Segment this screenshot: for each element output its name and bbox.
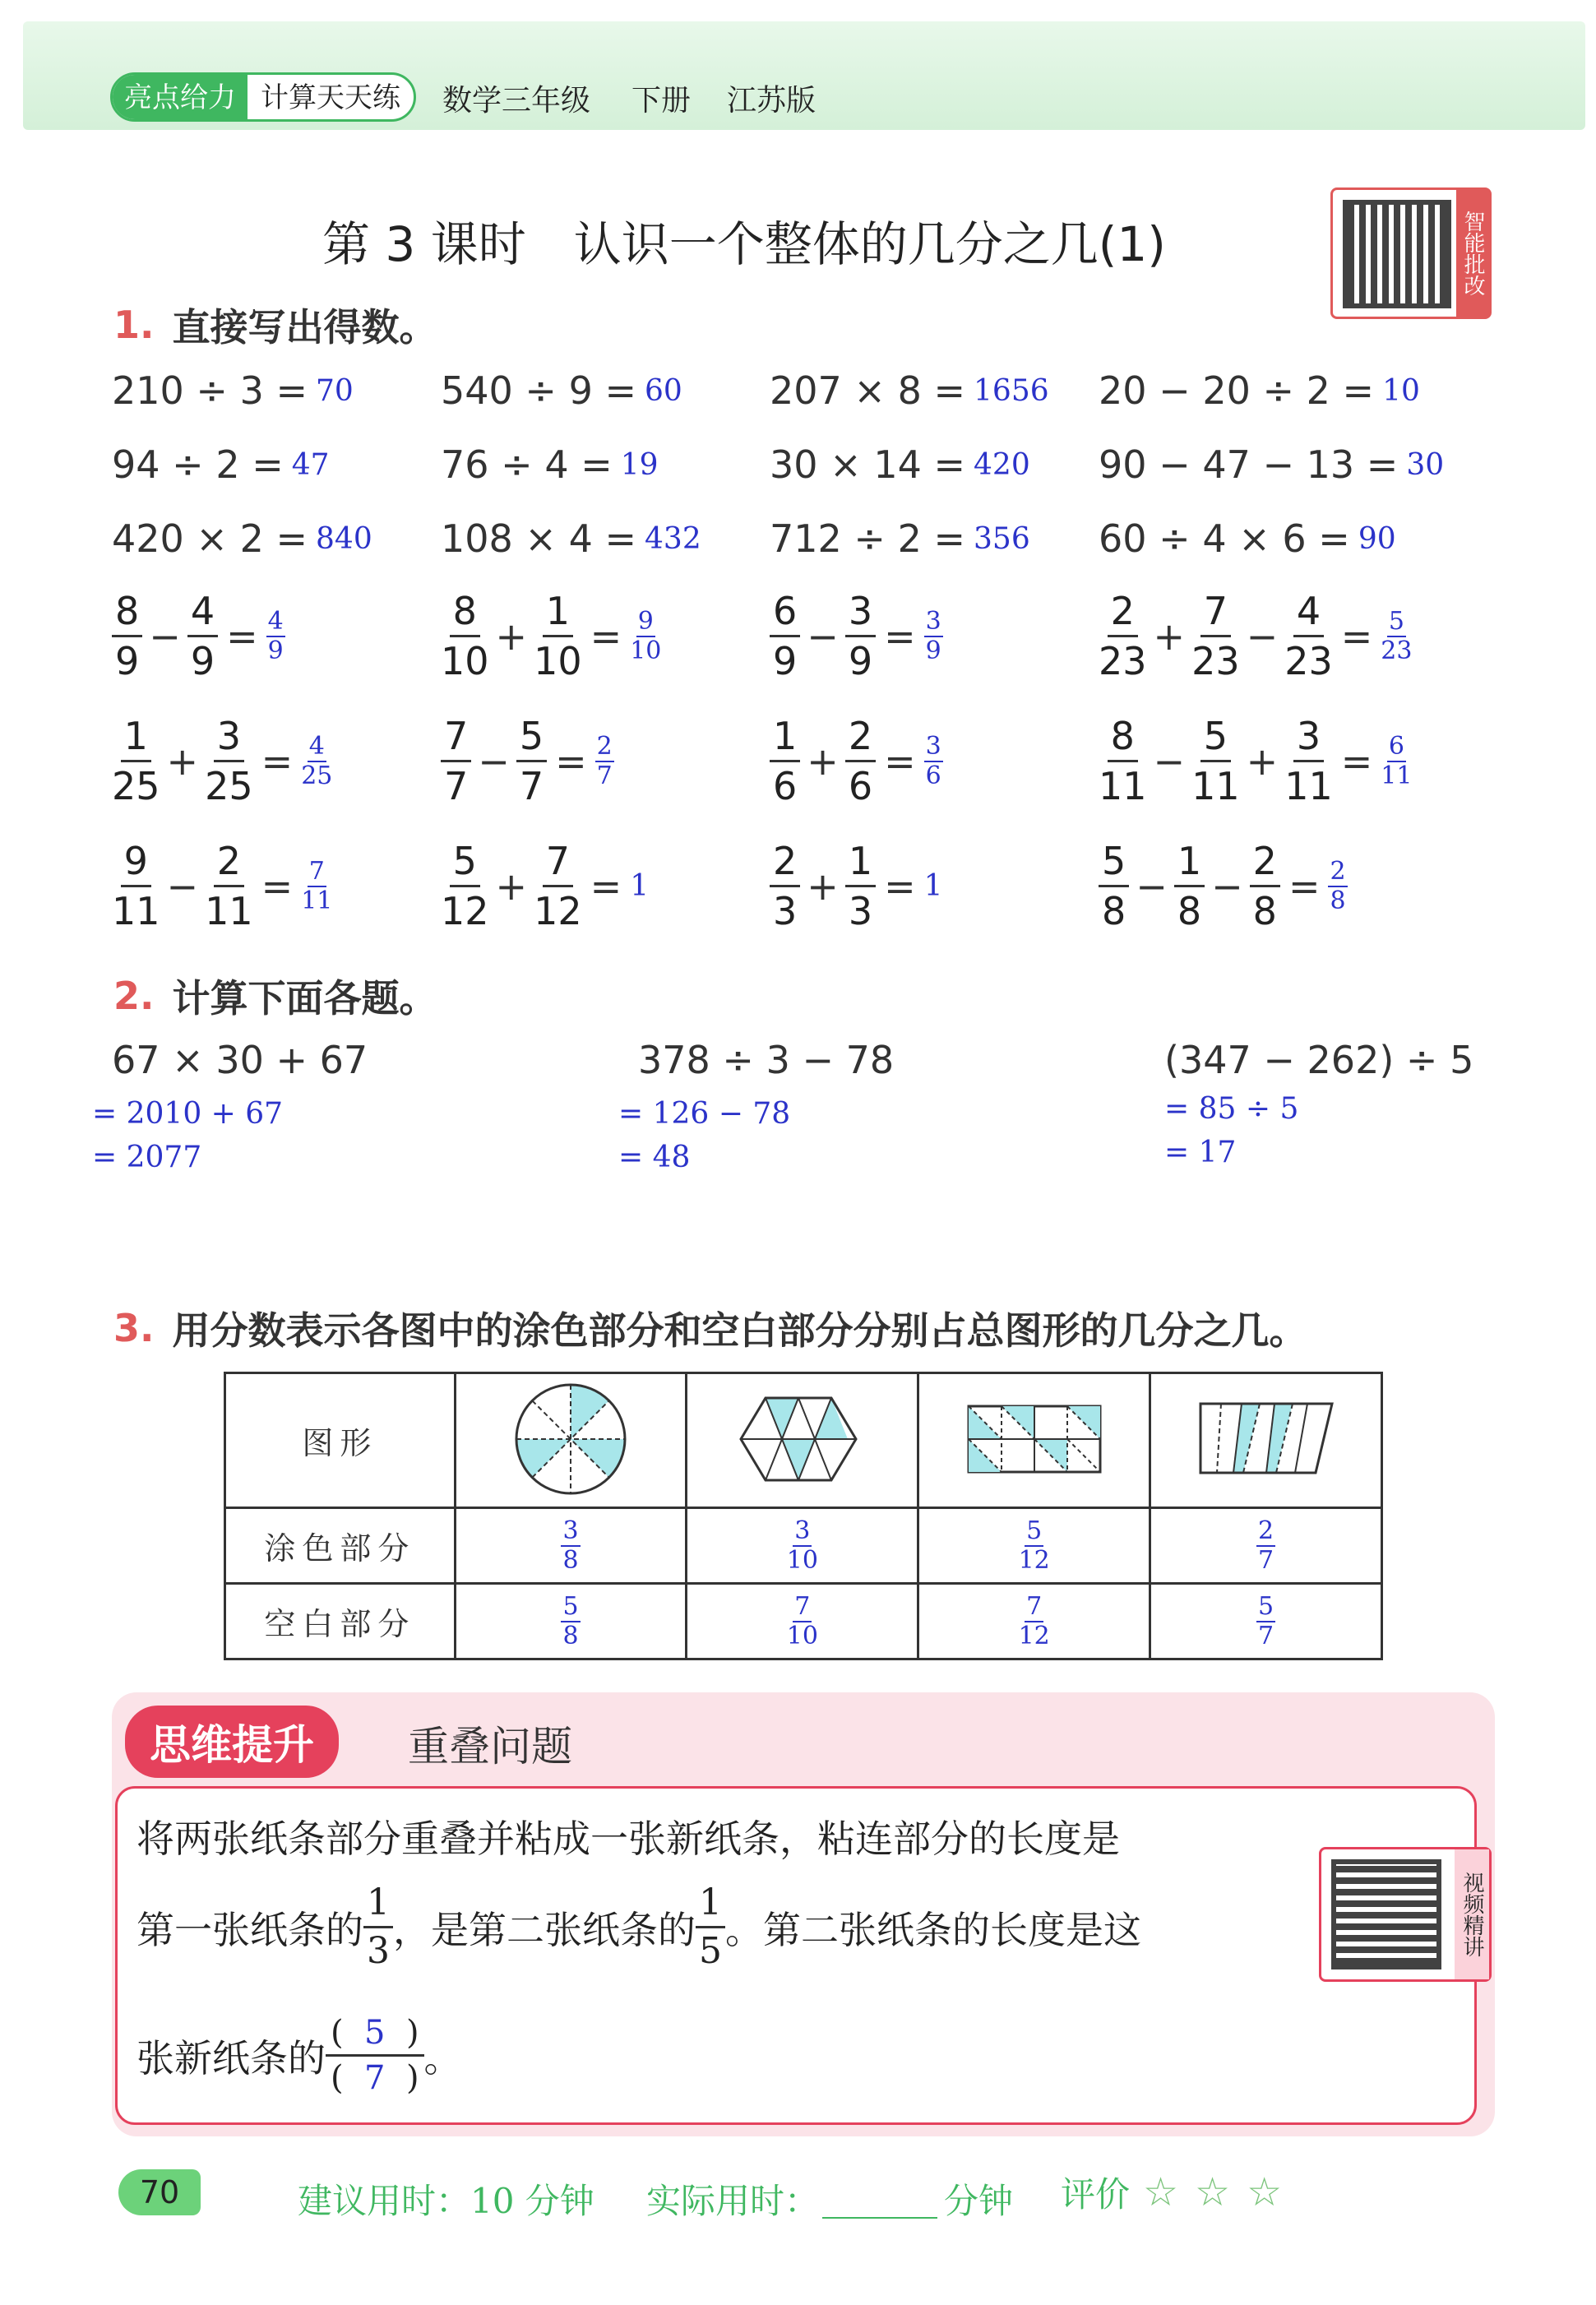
- equals-sign: =: [884, 613, 916, 659]
- denominator: 12: [441, 889, 489, 933]
- calc-answer: 10: [1382, 373, 1420, 408]
- operator: +: [807, 738, 839, 784]
- numerator: 4: [187, 592, 218, 637]
- fraction-term: [1284, 714, 1333, 808]
- header-subject: 数学三年级: [442, 84, 591, 118]
- numerator: 5: [450, 842, 480, 887]
- calc-answer: 90: [1358, 521, 1396, 556]
- qr-code-icon: [1343, 200, 1451, 308]
- section1-title: 直接写出得数。: [172, 305, 437, 349]
- numerator: 3: [1293, 717, 1324, 762]
- denominator: 11: [205, 889, 253, 933]
- denominator: 8: [1330, 886, 1346, 915]
- fraction-answer: [1328, 856, 1347, 915]
- fraction-term: [516, 714, 547, 808]
- fraction-term: [441, 839, 489, 933]
- denominator: 11: [1284, 764, 1333, 808]
- thinking-badge: 思维提升: [125, 1706, 339, 1778]
- calc-question: 90 − 47 − 13 =: [1099, 442, 1399, 487]
- fraction-term: [1099, 839, 1129, 933]
- shaded-fraction: [786, 1516, 818, 1575]
- section2-number: 2.: [113, 974, 155, 1018]
- thinking-topic: 重叠问题: [408, 1723, 572, 1770]
- thinking-line2: [136, 1881, 1141, 1972]
- numerator: 7: [794, 1591, 811, 1621]
- numerator: 9: [121, 842, 151, 887]
- shaded-answer-cell: [455, 1508, 687, 1584]
- calc-question: 712 ÷ 2 =: [770, 516, 966, 561]
- operator: +: [1246, 738, 1279, 784]
- fraction-term: [1284, 589, 1333, 683]
- parallelogram-figure: [1192, 1394, 1340, 1484]
- section2-problem-3: [1164, 1038, 1473, 1169]
- denominator: 23: [1099, 639, 1147, 683]
- fraction-answer: [595, 731, 614, 790]
- fraction-one-fifth: $\frac{1}{5}$: [696, 1885, 725, 1969]
- calc-item: [112, 516, 372, 561]
- calc-item: [1099, 516, 1396, 561]
- numerator: 6: [770, 592, 800, 637]
- numerator: 2: [1250, 842, 1280, 887]
- numerator: 3: [214, 717, 244, 762]
- fraction-answer: [301, 856, 333, 915]
- blank-answer-cell: [687, 1584, 918, 1659]
- numerator: 2: [1108, 592, 1138, 637]
- numerator: 2: [1330, 856, 1346, 886]
- calc-item: [441, 516, 701, 561]
- problem-step: = 85 ÷ 5: [1164, 1092, 1299, 1126]
- shaded-fraction: [1018, 1516, 1050, 1575]
- equals-sign: =: [884, 863, 916, 909]
- footer-suggested-time: 建议用时：10 分钟: [298, 2181, 594, 2221]
- denominator: 23: [1381, 636, 1413, 665]
- rating-star-icon[interactable]: ☆: [1143, 2169, 1179, 2215]
- denominator: 6: [773, 764, 798, 808]
- fraction-answer: [924, 731, 943, 790]
- fraction-term: [441, 714, 471, 808]
- fraction-answer: [630, 606, 662, 665]
- answer-numerator: 5: [364, 2014, 386, 2052]
- section1-heading: [113, 298, 437, 352]
- problem-question: 67 × 30 + 67: [112, 1038, 368, 1082]
- thinking-line3: [136, 2014, 462, 2097]
- numerator: 2: [1258, 1516, 1274, 1545]
- denominator: 11: [1191, 764, 1240, 808]
- denominator: 10: [786, 1545, 818, 1575]
- numerator: 7: [1200, 592, 1231, 637]
- calc-answer: 356: [974, 521, 1030, 556]
- footer-actual-unit: 分钟: [944, 2181, 1014, 2221]
- operator: +: [495, 613, 528, 659]
- fraction-term: [845, 589, 876, 683]
- fraction-term: [770, 714, 800, 808]
- fraction-calc-item: [112, 839, 333, 933]
- section3-heading: [113, 1301, 1307, 1355]
- problem-question: 378 ÷ 3 − 78: [638, 1038, 895, 1082]
- figure-cell: [455, 1373, 687, 1508]
- denominator: 7: [1258, 1545, 1274, 1575]
- numerator: 7: [1026, 1591, 1043, 1621]
- figure-cell: [687, 1373, 918, 1508]
- fraction-term: [112, 714, 160, 808]
- fraction-answer: [1381, 731, 1413, 790]
- calc-answer: 70: [316, 373, 354, 408]
- blank-fraction: [561, 1591, 580, 1650]
- row-label-shaded: 涂色部分: [264, 1530, 416, 1567]
- operator: −: [1136, 863, 1168, 909]
- calc-question: 207 × 8 =: [770, 368, 966, 413]
- shaded-answer-cell: [687, 1508, 918, 1584]
- calc-question: 108 × 4 =: [441, 516, 637, 561]
- page-title: 第 3 课时 认识一个整体的几分之几(1): [322, 216, 1166, 272]
- operator: −: [1153, 738, 1186, 784]
- row-label-figure: 图形: [302, 1425, 378, 1461]
- problem-step: = 2077: [92, 1141, 202, 1174]
- operator: −: [1211, 863, 1243, 909]
- section2-heading: [113, 969, 437, 1023]
- denominator: 12: [1018, 1621, 1050, 1650]
- numerator: 3: [794, 1516, 811, 1545]
- fraction-term: [112, 589, 142, 683]
- denominator: 10: [786, 1621, 818, 1650]
- fraction-term: [534, 839, 582, 933]
- fraction-calc-item: [441, 589, 662, 683]
- calc-item: [770, 442, 1030, 487]
- denominator: 11: [1099, 764, 1147, 808]
- fraction-term: [845, 714, 876, 808]
- denominator: 9: [115, 639, 140, 683]
- section1-number: 1.: [113, 303, 155, 347]
- fraction-term: [770, 839, 800, 933]
- shaded-answer-cell: [918, 1508, 1150, 1584]
- calc-item: [112, 442, 330, 487]
- fraction-term: [534, 589, 582, 683]
- header-badge-right: 计算天天练: [261, 81, 400, 114]
- denominator: 23: [1191, 639, 1240, 683]
- equals-sign: =: [1340, 613, 1373, 659]
- denominator: 23: [1284, 639, 1333, 683]
- numerator: 8: [1108, 717, 1138, 762]
- equals-sign: =: [590, 863, 622, 909]
- calc-item: [112, 368, 354, 413]
- denominator: 12: [534, 889, 582, 933]
- problem-question: (347 − 262) ÷ 5: [1164, 1038, 1474, 1082]
- calc-answer: 840: [316, 521, 372, 556]
- blank-fraction: [1018, 1591, 1050, 1650]
- footer-actual-time: 实际用时：: [646, 2181, 820, 2221]
- denominator: 10: [534, 639, 582, 683]
- fraction-term: [1191, 714, 1240, 808]
- numerator: 1: [845, 842, 876, 887]
- problem-step: = 48: [618, 1141, 691, 1174]
- calc-answer: 47: [291, 447, 330, 482]
- problem-step: = 126 − 78: [618, 1097, 791, 1131]
- fraction-term: [1099, 589, 1147, 683]
- denominator: 9: [773, 639, 798, 683]
- numerator: 5: [1200, 717, 1231, 762]
- equals-sign: =: [555, 738, 587, 784]
- qr-code-top[interactable]: [1330, 187, 1492, 319]
- calc-answer: 60: [645, 373, 682, 408]
- numerator: 5: [1026, 1516, 1043, 1545]
- equals-sign: =: [226, 613, 258, 659]
- operator: −: [478, 738, 510, 784]
- fraction-calc-item: [112, 714, 333, 808]
- denominator: 25: [301, 761, 333, 790]
- numerator: 1: [543, 592, 573, 637]
- line3-part-a: 张新纸条的: [136, 2035, 326, 2081]
- rectangle-grid-figure: [960, 1398, 1108, 1480]
- header-badge: [110, 72, 416, 122]
- calc-question: 20 − 20 ÷ 2 =: [1099, 368, 1375, 413]
- section2-problem-1: [92, 1038, 368, 1174]
- hexagon-triangles-figure: [733, 1390, 872, 1488]
- operator: −: [149, 613, 181, 659]
- numerator: 8: [450, 592, 480, 637]
- blank-answer-cell: [455, 1584, 687, 1659]
- fraction-term: [205, 714, 253, 808]
- calc-question: 210 ÷ 3 =: [112, 368, 308, 413]
- fraction-term: [1250, 839, 1280, 933]
- denominator: 9: [190, 639, 215, 683]
- numerator: 7: [308, 856, 325, 886]
- line3-end: 。: [423, 2035, 462, 2081]
- shaded-fraction: [561, 1516, 580, 1575]
- fraction-term: [770, 589, 800, 683]
- denominator: 10: [441, 639, 489, 683]
- fraction-calc-item: [1099, 839, 1348, 933]
- denominator: 7: [596, 761, 613, 790]
- numerator: 1: [121, 717, 151, 762]
- shaded-answer-cell: [1150, 1508, 1382, 1584]
- fraction-term: [441, 589, 489, 683]
- header-badge-left: 亮点给力: [113, 75, 247, 119]
- equals-sign: =: [261, 738, 294, 784]
- denominator: 9: [925, 636, 941, 665]
- numerator: 2: [770, 842, 800, 887]
- denominator: 8: [1102, 889, 1126, 933]
- fraction-answer: [266, 606, 285, 665]
- numerator: 3: [562, 1516, 579, 1545]
- denominator: 8: [562, 1621, 579, 1650]
- header-edition: 江苏版: [727, 84, 817, 118]
- numerator: 7: [441, 717, 471, 762]
- numerator: 3: [925, 731, 941, 761]
- calc-question: 420 × 2 =: [112, 516, 308, 561]
- fraction-term: [112, 839, 160, 933]
- denominator: 8: [562, 1545, 579, 1575]
- blank-fraction: [1256, 1591, 1275, 1650]
- calc-item: [770, 368, 1049, 413]
- actual-time-input[interactable]: [822, 2217, 937, 2219]
- answer-denominator: 7: [364, 2059, 386, 2097]
- rating-star-icon[interactable]: ☆: [1247, 2169, 1283, 2215]
- denominator: 8: [1177, 889, 1202, 933]
- section2-title: 计算下面各题。: [172, 976, 437, 1021]
- denominator: 12: [1018, 1545, 1050, 1575]
- fraction-term: [187, 589, 218, 683]
- footer-rating: [1061, 2168, 1282, 2217]
- problem-step: = 17: [1164, 1136, 1237, 1169]
- fraction-term: [1191, 589, 1240, 683]
- fraction-answer: [924, 606, 943, 665]
- blank-fraction: [786, 1591, 818, 1650]
- denominator: 9: [848, 639, 873, 683]
- denominator: 6: [848, 764, 873, 808]
- denominator: 7: [444, 764, 469, 808]
- rating-label: 评价: [1061, 2174, 1131, 2215]
- numerator: 1: [1174, 842, 1205, 887]
- calc-item: [441, 368, 682, 413]
- calc-item: [1099, 368, 1420, 413]
- rating-star-icon[interactable]: ☆: [1195, 2169, 1231, 2215]
- calc-item: [441, 442, 659, 487]
- calc-question: 94 ÷ 2 =: [112, 442, 284, 487]
- fraction-answer: 1: [923, 869, 943, 903]
- fraction-term: [205, 839, 253, 933]
- fraction-figure-table: [224, 1372, 1383, 1660]
- calc-question: 540 ÷ 9 =: [441, 368, 637, 413]
- calc-item: [770, 516, 1030, 561]
- calc-answer: 420: [974, 447, 1030, 482]
- figure-cell: [918, 1373, 1150, 1508]
- operator: +: [1153, 613, 1186, 659]
- denominator: 3: [773, 889, 798, 933]
- equals-sign: =: [1340, 738, 1373, 784]
- numerator: 1: [770, 717, 800, 762]
- circle-figure: [509, 1377, 632, 1501]
- thinking-line1: 将两张纸条部分重叠并粘成一张新纸条，粘连部分的长度是: [136, 1817, 1120, 1861]
- numerator: 3: [845, 592, 876, 637]
- fraction-term: [1174, 839, 1205, 933]
- numerator: 9: [637, 606, 654, 636]
- calc-question: 30 × 14 =: [770, 442, 966, 487]
- fraction-term: [1099, 714, 1147, 808]
- row-label-blank: 空白部分: [264, 1606, 416, 1642]
- numerator: 5: [516, 717, 547, 762]
- equals-sign: =: [590, 613, 622, 659]
- blank-answer-cell: [1150, 1584, 1382, 1659]
- numerator: 5: [1388, 606, 1404, 636]
- line2-part-a: 第一张纸条的: [136, 1907, 363, 1952]
- numerator: 4: [1293, 592, 1324, 637]
- fraction-calc-item: [441, 839, 650, 933]
- denominator: 3: [848, 889, 873, 933]
- qr-code-video[interactable]: [1319, 1847, 1492, 1982]
- calc-item: [1099, 442, 1444, 487]
- equals-sign: =: [261, 863, 294, 909]
- numerator: 7: [543, 842, 573, 887]
- fraction-calc-item: [1099, 714, 1413, 808]
- denominator: 11: [112, 889, 160, 933]
- calc-question: 60 ÷ 4 × 6 =: [1099, 516, 1350, 561]
- fraction-calc-item: [112, 589, 285, 683]
- numerator: 2: [845, 717, 876, 762]
- fraction-answer: [1381, 606, 1413, 665]
- section2-problem-2: [618, 1038, 895, 1174]
- calc-answer: 1656: [974, 373, 1049, 408]
- fraction-calc-item: [1099, 589, 1413, 683]
- denominator: 7: [1258, 1621, 1274, 1650]
- numerator: 2: [596, 731, 613, 761]
- fraction-calc-item: [770, 589, 943, 683]
- page-number: 70: [118, 2169, 201, 2215]
- denominator: 11: [1381, 761, 1413, 790]
- numerator: 5: [1258, 1591, 1274, 1621]
- section3-number: 3.: [113, 1306, 155, 1350]
- operator: +: [166, 738, 199, 784]
- numerator: 4: [267, 606, 284, 636]
- calc-answer: 30: [1406, 447, 1445, 482]
- figure-cell: [1150, 1373, 1382, 1508]
- numerator: 4: [308, 731, 325, 761]
- fraction-term: [845, 839, 876, 933]
- denominator: 25: [205, 764, 253, 808]
- calc-answer: 432: [645, 521, 701, 556]
- operator: +: [495, 863, 528, 909]
- numerator: 5: [1099, 842, 1129, 887]
- section3-title: 用分数表示各图中的涂色部分和空白部分分别占总图形的几分之几。: [172, 1308, 1307, 1353]
- numerator: 2: [214, 842, 244, 887]
- denominator: 8: [1252, 889, 1277, 933]
- calc-answer: 19: [620, 447, 659, 482]
- qr-video-label: 视频精讲: [1455, 1849, 1489, 1979]
- denominator: 25: [112, 764, 160, 808]
- qr-top-label: 智能批改: [1456, 190, 1489, 317]
- numerator: 5: [562, 1591, 579, 1621]
- operator: −: [1246, 613, 1279, 659]
- denominator: 9: [267, 636, 284, 665]
- calc-question: 76 ÷ 4 =: [441, 442, 613, 487]
- fraction-calc-item: [770, 839, 943, 933]
- operator: +: [807, 863, 839, 909]
- shaded-fraction: [1256, 1516, 1275, 1575]
- fraction-answer: 1: [630, 869, 650, 903]
- qr-code-icon: [1331, 1859, 1441, 1969]
- operator: −: [166, 863, 199, 909]
- fraction-calc-item: [441, 714, 614, 808]
- operator: −: [807, 613, 839, 659]
- line2-part-b: ，是第二张纸条的: [393, 1907, 696, 1952]
- denominator: 6: [925, 761, 941, 790]
- answer-fraction: $\frac{( 5 )}{( 7 )}$: [326, 2016, 424, 2094]
- line2-part-c: 。第二张纸条的长度是这: [725, 1907, 1141, 1952]
- numerator: 3: [925, 606, 941, 636]
- problem-step: = 2010 + 67: [92, 1097, 284, 1131]
- blank-answer-cell: [918, 1584, 1150, 1659]
- equals-sign: =: [884, 738, 916, 784]
- header-volume: 下册: [631, 84, 692, 118]
- numerator: 6: [1388, 731, 1404, 761]
- numerator: 8: [112, 592, 142, 637]
- fraction-answer: [301, 731, 333, 790]
- fraction-one-third: $\frac{1}{3}$: [363, 1885, 393, 1969]
- denominator: 10: [630, 636, 662, 665]
- denominator: 7: [519, 764, 544, 808]
- fraction-calc-item: [770, 714, 943, 808]
- equals-sign: =: [1288, 863, 1321, 909]
- denominator: 11: [301, 886, 333, 915]
